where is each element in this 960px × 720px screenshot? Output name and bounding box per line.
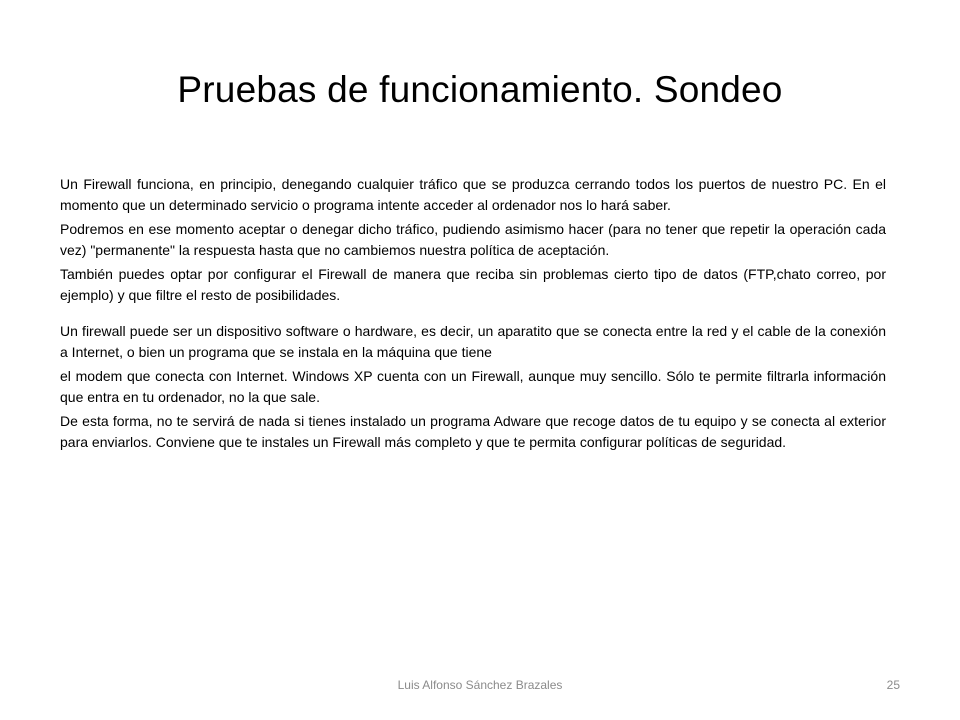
paragraph-adware: De esta forma, no te servirá de nada si tienes instalado un programa Adware que recoge datos de tu equipo y se conecta al exterior para enviarlos. Conviene que te instales un Firewall más completo y que te permita configurar políticas de seguridad. (60, 413, 886, 450)
paragraph-device-type: Un firewall puede ser un dispositivo software o hardware, es decir, un aparatito que se conecta entre la red y el cable de la conexión a Internet, o bien un programa que se instala en la máquina que tiene (60, 323, 886, 360)
slide-title: Pruebas de funcionamiento. Sondeo (177, 69, 783, 110)
paragraph-configure: También puedes optar por configurar el Firewall de manera que reciba sin problemas cierto tipo de datos (FTP,chato correo, por ejemplo) y que filtre el resto de posibilidades. (60, 266, 886, 303)
slide-body (60, 174, 886, 456)
paragraph-accept-deny: Podremos en ese momento aceptar o denegar dicho tráfico, pudiendo asimismo hacer (para no tener que repetir la operación cada vez) "permanente" la respuesta hasta que no cambiemos nuestra política de aceptación. (60, 221, 886, 258)
paragraph-windows-xp: el modem que conecta con Internet. Windows XP cuenta con un Firewall, aunque muy sencillo. Sólo te permite filtrarla información que entra en tu ordenador, no la que sale. (60, 368, 886, 405)
paragraph-firewall-function: Un Firewall funciona, en principio, denegando cualquier tráfico que se produzca cerrando todos los puertos de nuestro PC. En el momento que un determinado servicio o programa intente acceder al ordenador nos lo hará saber. (60, 176, 886, 213)
footer-author: Luis Alfonso Sánchez Brazales (397, 678, 563, 692)
page-number: 25 (886, 678, 900, 692)
